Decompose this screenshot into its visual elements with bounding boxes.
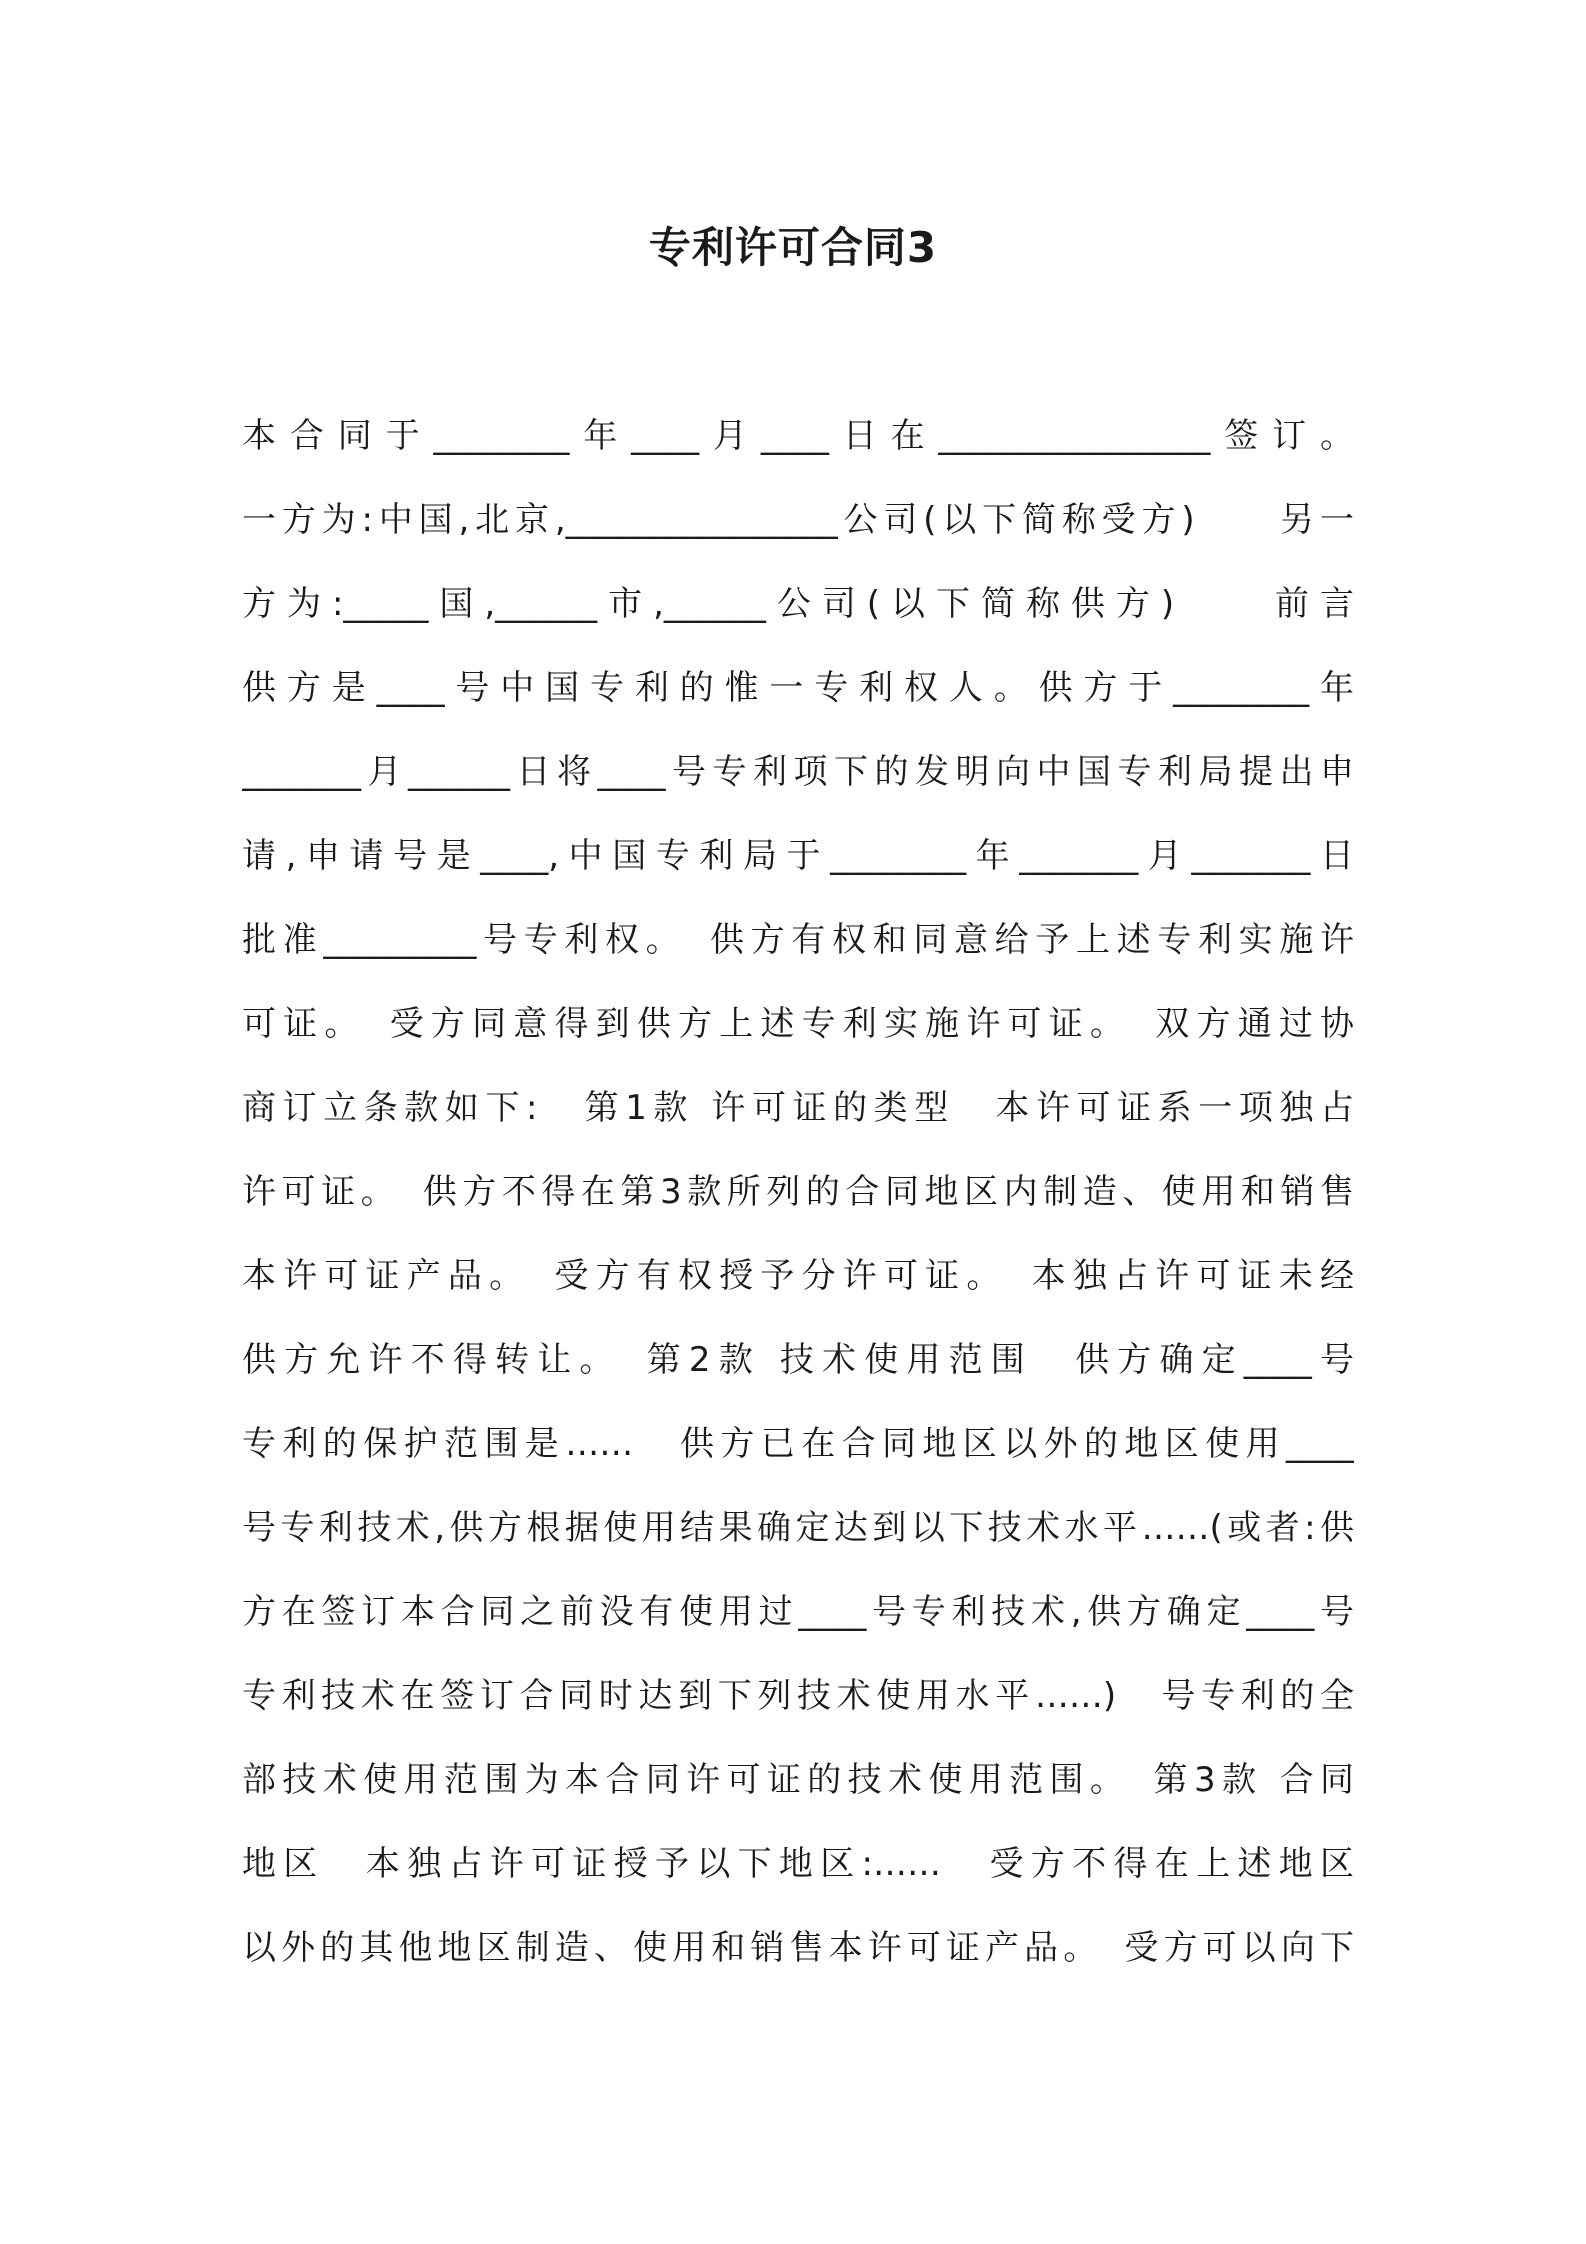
document-body [242,404,1354,2000]
body-line: 请,申请号是____,中国专利局于________年_______月_______日 [242,836,1354,876]
body-line: 专利技术在签订合同时达到下列技术使用水平……) 号专利的全 [242,1676,1354,1716]
body-line: 方在签订本合同之前没有使用过____号专利技术,供方确定____号 [242,1592,1354,1632]
body-line: 方为:_____国,______市,______公司(以下简称供方) 前言 [242,584,1354,624]
body-line: 可证。 受方同意得到供方上述专利实施许可证。 双方通过协 [242,1004,1354,1044]
body-line: 号专利技术,供方根据使用结果确定达到以下技术水平……(或者:供 [242,1508,1354,1548]
body-line: 商订立条款如下: 第1款 许可证的类型 本许可证系一项独占 [242,1088,1354,1128]
body-line: 本合同于________年____月____日在________________签订。 [242,416,1354,456]
body-line: 批准_________号专利权。 供方有权和同意给予上述专利实施许 [242,920,1354,960]
body-line: 以外的其他地区制造、使用和销售本许可证产品。 受方可以向下 [242,1928,1354,1968]
body-line: 一方为:中国,北京,________________公司(以下简称受方) 另一 [242,500,1354,540]
body-line: 部技术使用范围为本合同许可证的技术使用范围。 第3款 合同 [242,1760,1354,1800]
body-line: 许可证。 供方不得在第3款所列的合同地区内制造、使用和销售 [242,1172,1354,1212]
body-line: 供方是____号中国专利的惟一专利权人。供方于________年 [242,668,1354,708]
body-line: _______月______日将____号专利项下的发明向中国专利局提出申 [242,752,1354,792]
body-line: 地区 本独占许可证授予以下地区:…… 受方不得在上述地区 [242,1844,1354,1884]
body-line: 本许可证产品。 受方有权授予分许可证。 本独占许可证未经 [242,1256,1354,1296]
body-line: 供方允许不得转让。 第2款 技术使用范围 供方确定____号 [242,1340,1354,1380]
body-line: 专利的保护范围是…… 供方已在合同地区以外的地区使用____ [242,1424,1354,1464]
document-title: 专利许可合同3 [648,223,938,272]
